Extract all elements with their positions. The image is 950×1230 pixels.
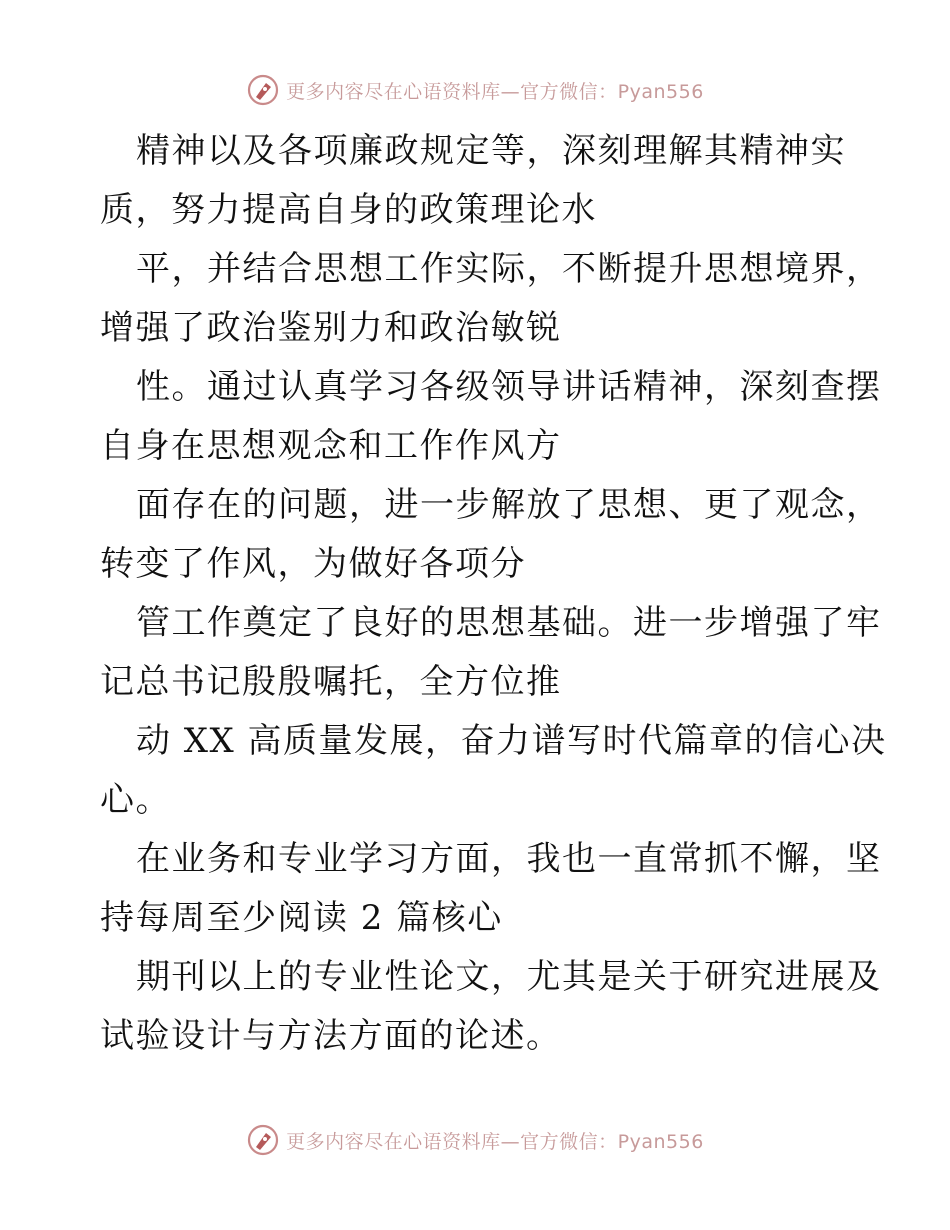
body-line: 记总书记殷殷嘱托，全方位推 <box>100 662 562 702</box>
body-line: 在业务和专业学习方面，我也一直常抓不懈，坚 <box>136 839 882 879</box>
watermark-text: 更多内容尽在心语资料库—官方微信：Pyan556 <box>286 1130 704 1153</box>
document-body <box>100 122 887 1066</box>
body-line: 动 XX 高质量发展，奋力谱写时代篇章的信心决 <box>136 721 887 761</box>
body-line: 增强了政治鉴别力和政治敏锐 <box>100 308 562 348</box>
header-watermark <box>0 70 950 110</box>
body-line: 心。 <box>100 780 171 820</box>
footer-watermark <box>0 1120 950 1160</box>
body-line: 期刊以上的专业性论文，尤其是关于研究进展及 <box>136 957 882 997</box>
body-line: 平，并结合思想工作实际，不断提升思想境界， <box>136 249 882 289</box>
body-line: 面存在的问题，进一步解放了思想、更了观念， <box>136 485 882 525</box>
body-line: 质，努力提高自身的政策理论水 <box>100 190 597 230</box>
body-line: 持每周至少阅读 2 篇核心 <box>100 898 503 938</box>
body-line: 精神以及各项廉政规定等，深刻理解其精神实 <box>136 131 846 171</box>
pen-nib-logo-icon <box>246 73 280 107</box>
body-line: 转变了作风，为做好各项分 <box>100 544 526 584</box>
pen-nib-logo-icon <box>246 1123 280 1157</box>
body-line: 自身在思想观念和工作作风方 <box>100 426 562 466</box>
body-line: 试验设计与方法方面的论述。 <box>100 1016 562 1056</box>
watermark-text: 更多内容尽在心语资料库—官方微信：Pyan556 <box>286 80 704 103</box>
body-line: 性。通过认真学习各级领导讲话精神，深刻查摆 <box>136 367 882 407</box>
body-line: 管工作奠定了良好的思想基础。进一步增强了牢 <box>136 603 882 643</box>
